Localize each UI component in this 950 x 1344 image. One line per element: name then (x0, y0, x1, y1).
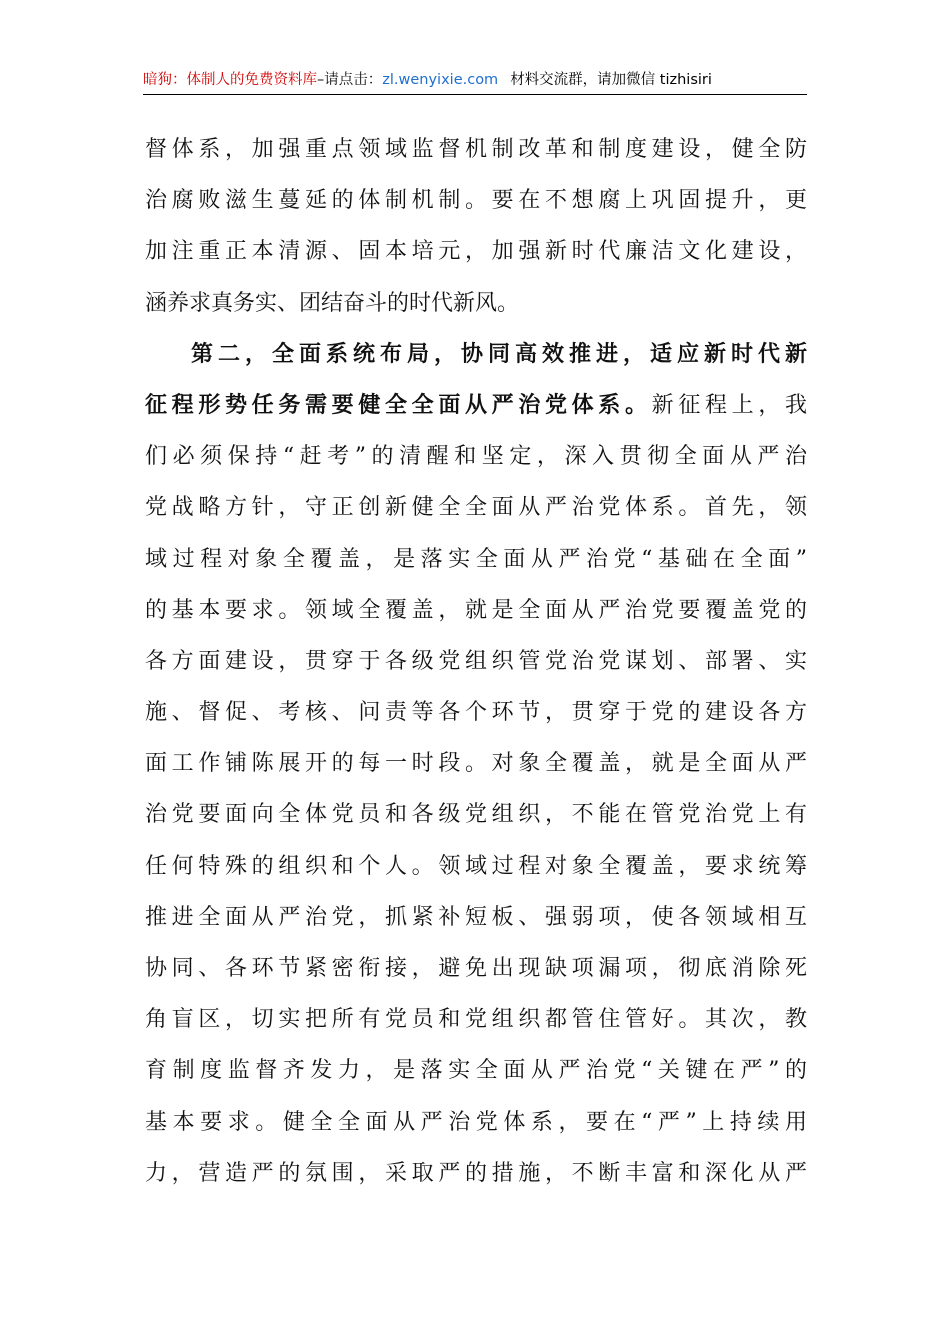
text-line: 育制度监督齐发力，是落实全面从严治党“关键在严”的 (145, 1058, 807, 1084)
text-line: 的基本要求。领域全覆盖，就是全面从严治党要覆盖党的 (145, 597, 807, 623)
text-line: 域过程对象全覆盖，是落实全面从严治党“基础在全面” (145, 546, 807, 572)
text-line: 督体系，加强重点领域监督机制改革和制度建设，健全防 (145, 137, 807, 162)
text-line: 协同、各环节紧密衔接，避免出现缺项漏项，彻底消除死 (145, 956, 807, 981)
text-line: 力，营造严的氛围，采取严的措施，不断丰富和深化从严 (145, 1160, 807, 1186)
text-line: 们必须保持“赶考”的清醒和坚定，深入贯彻全面从严治 (145, 444, 807, 470)
text-line: 基本要求。健全全面从严治党体系，要在“严”上持续用 (145, 1109, 807, 1135)
text-line: 施、督促、考核、问责等各个环节，贯穿于党的建设各方 (145, 700, 807, 726)
text-line: 推进全面从严治党，抓紧补短板、强弱项，使各领域相互 (145, 904, 807, 930)
text-line: 各方面建设，贯穿于各级党组织管党治党谋划、部署、实 (145, 648, 807, 674)
document-body (145, 124, 807, 1199)
text-line: 涵养求真务实、团结奋斗的时代新风。 (145, 290, 520, 316)
header-wechat-group: 材料交流群，请加微信 tizhisiri (510, 72, 712, 88)
text-line: 治党要面向全体党员和各级党组织，不能在管党治党上有 (145, 802, 807, 828)
text-fragment: 新征程上，我 (651, 392, 807, 418)
text-line: 党战略方针，守正创新健全全面从严治党体系。首先，领 (145, 495, 807, 521)
text-line: 加注重正本清源、固本培元，加强新时代廉洁文化建设， (145, 239, 807, 265)
header-site-name[interactable]: 暗狗：体制人的免费资料库 (143, 72, 317, 88)
text-line: 治腐败滋生蔓延的体制机制。要在不想腐上巩固提升，更 (145, 188, 807, 214)
text-line: 任何特殊的组织和个人。领域过程对象全覆盖，要求统筹 (145, 853, 807, 879)
text-line: 面工作铺陈展开的每一时段。对象全覆盖，就是全面从严 (145, 751, 807, 777)
header-url-link[interactable]: zl.wenyixie.com (382, 72, 499, 88)
section-heading-end: 征程形势任务需要健全全面从严治党体系。 (145, 392, 652, 418)
page-header (143, 68, 807, 95)
text-line: 角盲区，切实把所有党员和党组织都管住管好。其次，教 (145, 1007, 807, 1033)
text-line-mixed (145, 380, 807, 431)
section-heading-line: 第二，全面系统布局，协同高效推进，适应新时代新 (191, 341, 807, 367)
header-click-prompt: –请点击： (317, 72, 383, 88)
